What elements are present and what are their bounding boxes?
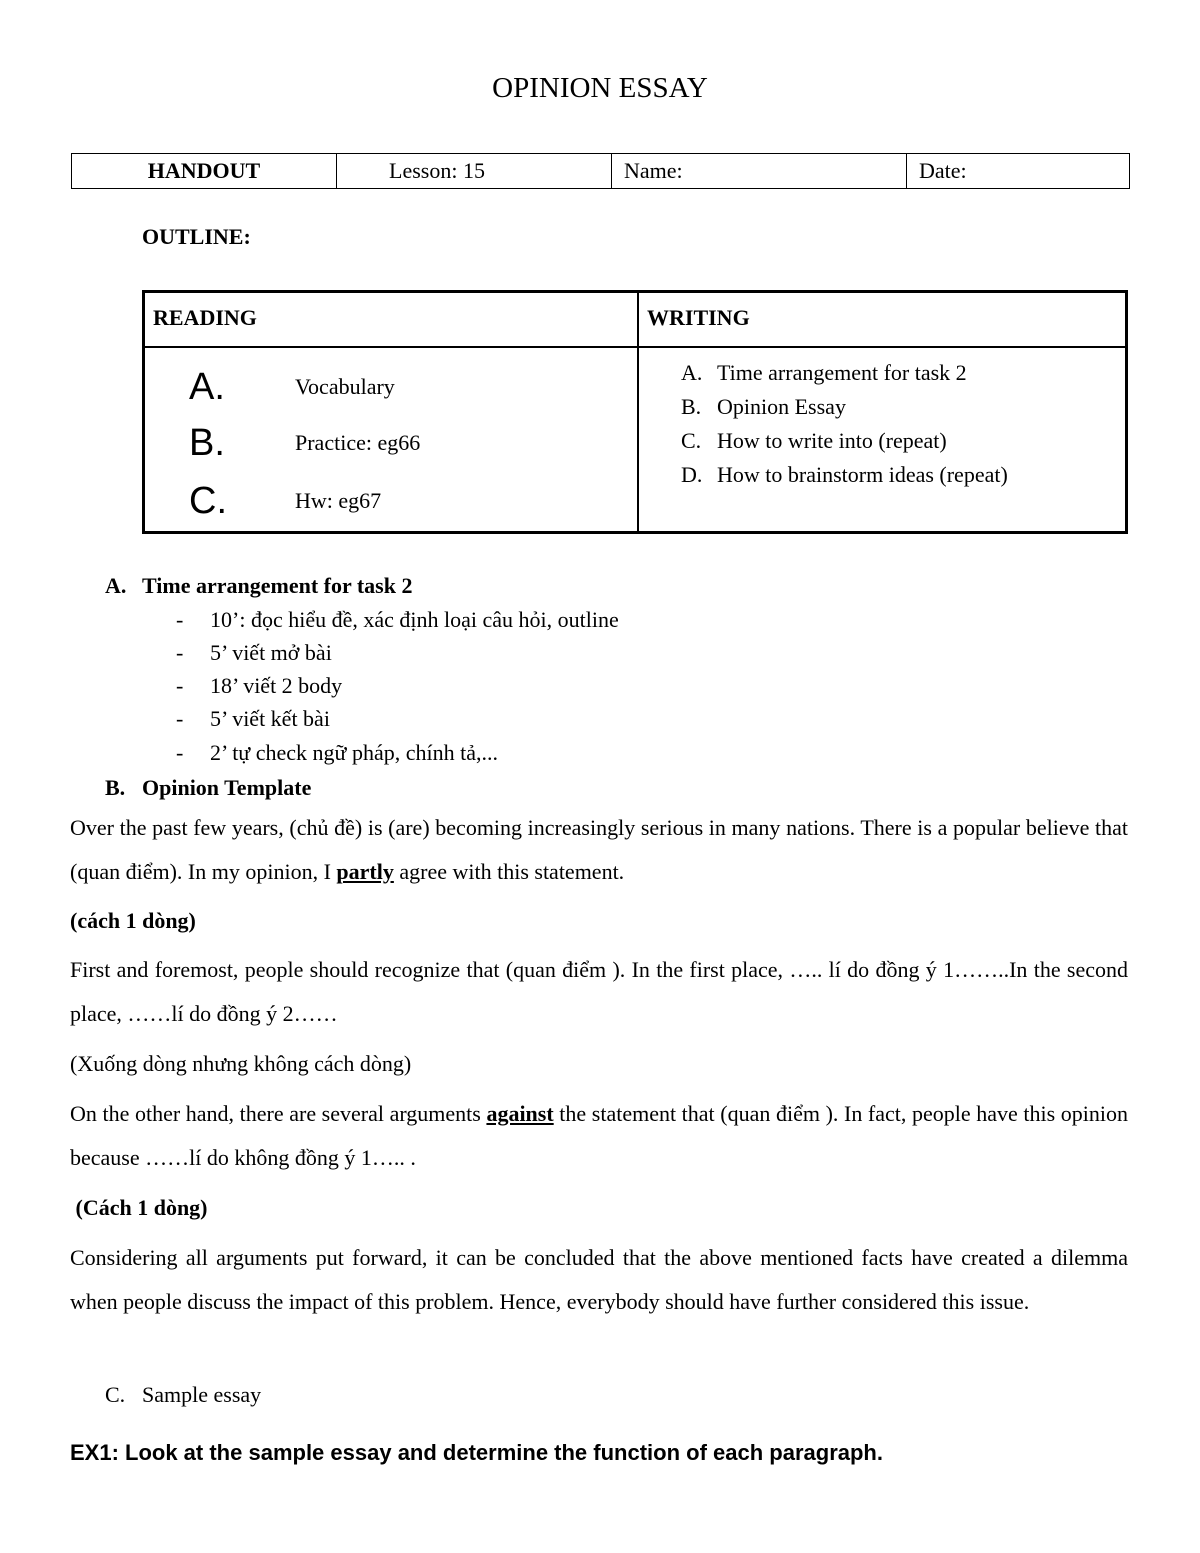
column-divider [637,293,639,531]
writing-item [681,390,846,424]
list-item-text: 10’: đọc hiểu đề, xác định loại câu hỏi, outline [210,607,619,632]
reading-item-letter: A. [189,366,225,408]
writing-item [681,356,967,390]
section-c-title: Sample essay [142,1382,262,1407]
outline-table [142,290,1128,534]
writing-item-letter: D. [681,462,703,487]
writing-item-text: Time arrangement for task 2 [717,360,967,385]
reading-item-letter: B. [189,422,225,464]
template-intro-paragraph [70,806,1128,894]
reading-item-text: Hw: eg67 [295,488,382,513]
section-a-title: Time arrangement for task 2 [142,573,413,598]
list-item: - 2’ tự check ngữ pháp, chính tả,... [176,740,498,765]
paragraph-text: agree with this statement. [393,859,625,884]
section-a-letter: A. [105,573,127,598]
list-item-text: 18’ viết 2 body [210,673,343,698]
writing-item-letter: C. [681,428,702,453]
spacing-note: (Cách 1 dòng) [70,1195,208,1220]
template-body-paragraph: First and foremost, people should recognize that (quan điểm ). In the first place, ….. lí do đồng ý 1……..In the second place, ……lí do đồng ý 2…… [70,957,1128,1026]
name-cell: Name: [612,154,907,189]
reading-item [145,415,637,471]
writing-item-letter: B. [681,394,702,419]
emphasis-against: against [486,1101,554,1126]
writing-item [681,458,1008,492]
lesson-cell: Lesson: 15 [337,154,612,189]
date-cell: Date: [907,154,1130,189]
template-counter-paragraph [70,1092,1128,1180]
reading-item-text: Vocabulary [295,374,395,399]
spacing-note: (Xuống dòng nhưng không cách dòng) [70,1051,412,1076]
emphasis-partly: partly [336,859,394,884]
paragraph-text: On the other hand, there are several arguments [70,1101,487,1126]
handout-cell: HANDOUT [72,154,337,189]
writing-item-letter: A. [681,360,703,385]
section-b-letter: B. [105,775,126,800]
reading-item [145,359,637,415]
outline-label: OUTLINE: [142,224,251,249]
paragraph-text: Over the past few years, (chủ đề) is (are) becoming increasingly serious in many nations. There is a popular believe that (quan điểm). In my opinion, I [70,815,1128,884]
section-a-heading [105,573,412,599]
section-c-letter: C. [105,1382,126,1407]
list-item: - 5’ viết kết bài [176,706,330,731]
list-item-text: 2’ tự check ngữ pháp, chính tả,... [210,740,498,765]
writing-item-text: Opinion Essay [717,394,846,419]
writing-item [681,424,947,458]
exercise-instruction: EX1: Look at the sample essay and determine the function of each paragraph. [70,1440,883,1465]
page-title: OPINION ESSAY [492,72,708,104]
writing-item-text: How to brainstorm ideas (repeat) [717,462,1008,487]
list-item: - 5’ viết mở bài [176,640,332,665]
reading-item [145,473,637,529]
list-item-text: 5’ viết mở bài [210,640,332,665]
reading-item-text: Practice: eg66 [295,430,421,455]
reading-header: READING [153,305,257,330]
header-divider [145,346,1125,348]
section-b-heading [105,775,311,801]
handout-header-table [71,153,1130,189]
list-item: - 18’ viết 2 body [176,673,343,698]
writing-item-text: How to write into (repeat) [717,428,947,453]
writing-header: WRITING [647,305,750,330]
section-c-heading [105,1382,261,1408]
list-item: - 10’: đọc hiểu đề, xác định loại câu hỏi, outline [176,607,619,632]
paragraph-text: the statement that (quan điểm ). In fact, people have this opinion because ……lí do không đồng ý 1….. . [70,1101,1128,1170]
list-item-text: 5’ viết kết bài [210,706,330,731]
spacing-note: (cách 1 dòng) [70,908,196,933]
section-b-title: Opinion Template [142,775,312,800]
reading-item-letter: C. [189,480,227,522]
template-conclusion-paragraph: Considering all arguments put forward, it can be concluded that the above mentioned facts have created a dilemma when people discuss the impact of this problem. Hence, everybody should have further considered this issue. [70,1245,1128,1314]
